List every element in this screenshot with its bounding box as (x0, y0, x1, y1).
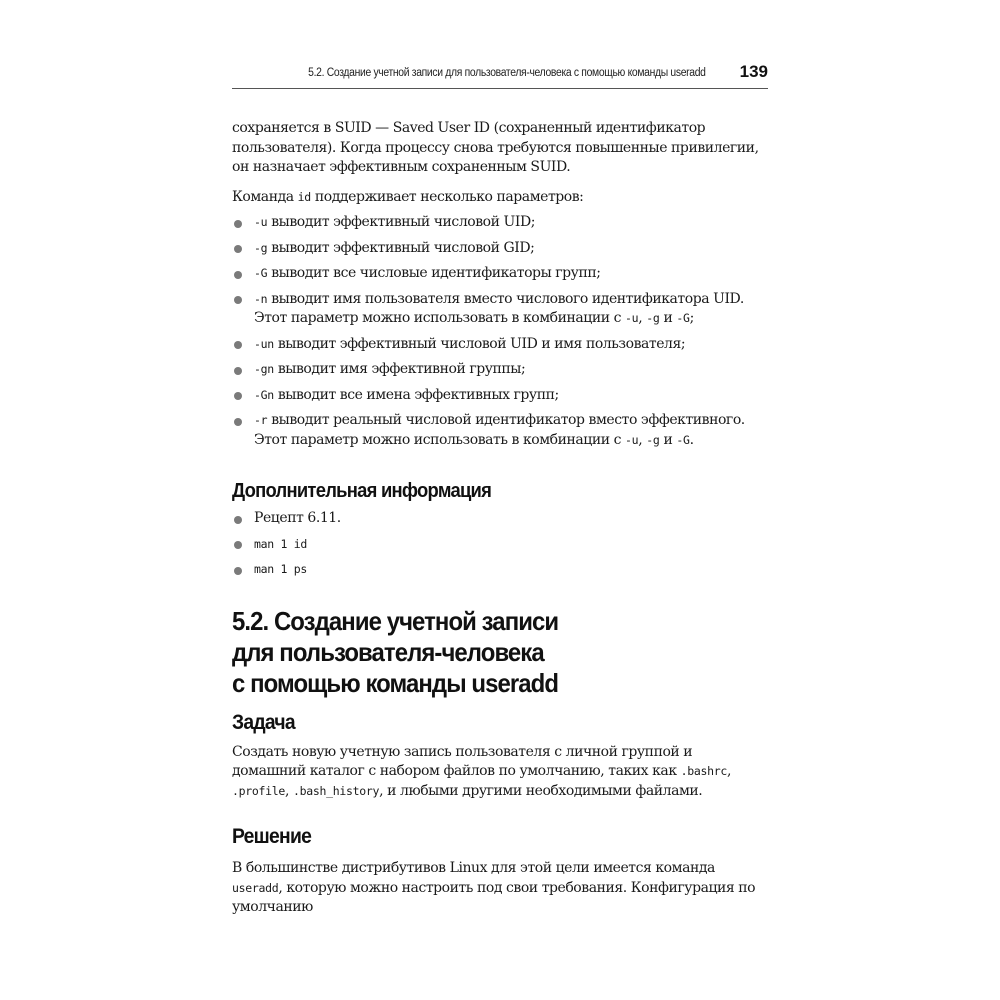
option-text: выводит имя пользователя вместо числового идентификатора UID. Этот параметр можно использовать в комбинации с (254, 290, 744, 326)
list-item (254, 335, 768, 355)
option-text: выводит реальный числовой идентификатор вместо эффективного. Этот параметр можно использовать в комбинации с (254, 412, 745, 448)
option-text: выводит эффективный числовой UID; (267, 214, 535, 230)
separator: , (285, 782, 294, 799)
page-number: 139 (739, 62, 768, 81)
options-intro-paragraph (232, 188, 768, 208)
running-header-title: 5.2. Создание учетной записи для пользователя-человека с помощью команды useradd (308, 67, 706, 79)
more-info-heading: Дополнительная информация (232, 480, 492, 502)
running-header (232, 60, 768, 89)
list-item (254, 360, 768, 380)
option-code: -g (254, 240, 268, 255)
separator: , (727, 763, 732, 779)
punctuation: ; (689, 310, 694, 326)
option-code: -un (254, 336, 274, 351)
option-code: -g (646, 311, 660, 325)
section-title-line: с помощью команды useradd (232, 667, 559, 698)
solution-text: В большинстве дистрибутивов Linux для этой цели имеется команда (232, 860, 715, 876)
option-code: -Gn (254, 387, 274, 402)
option-code: -g (646, 432, 660, 447)
option-text: выводит все имена эффективных групп; (273, 386, 559, 403)
list-item (254, 213, 768, 233)
inline-code-bash-history: .bash_history (293, 783, 380, 798)
solution-text: , которую можно настроить под свои требования. Конфигурация по умолчанию (232, 879, 756, 915)
separator: и (659, 431, 677, 448)
list-item (254, 411, 768, 450)
section-title-line: для пользователя-человека (232, 636, 544, 667)
book-page (232, 60, 768, 918)
options-intro-after: поддерживает несколько параметров: (310, 188, 584, 205)
option-text: выводит все числовые идентификаторы групп; (267, 265, 601, 281)
option-code: -n (254, 291, 268, 306)
list-item (254, 560, 768, 580)
option-code: -r (254, 413, 268, 427)
option-text: выводит имя эффективной группы; (273, 361, 526, 377)
section-title-line: 5.2. Создание учетной записи (232, 605, 559, 636)
options-list (232, 213, 768, 450)
task-text: Создать новую учетную запись пользователя с личной группой и домашний каталог с набором файлов по умолчанию, таких как (232, 743, 693, 779)
inline-code-profile: .profile (232, 783, 285, 798)
separator: , (638, 310, 647, 326)
task-heading: Задача (232, 710, 295, 734)
list-item (254, 239, 768, 259)
man-page-reference: man 1 ps (254, 562, 307, 576)
option-code: -u (625, 432, 639, 447)
inline-code-id: id (297, 189, 311, 204)
options-intro-before: Команда (232, 188, 298, 205)
solution-paragraph (232, 859, 768, 918)
option-text: выводит эффективный числовой GID; (267, 239, 535, 256)
task-paragraph (232, 743, 768, 802)
option-code: -u (625, 311, 639, 325)
list-item (254, 264, 768, 284)
intro-paragraph: сохраняется в SUID — Saved User ID (сохраненный идентификатор пользователя). Когда процессу снова требуются повышенные привилегии, он назначает эффективным сохраненным SUID. (232, 120, 759, 175)
separator: и (659, 310, 677, 326)
more-info-list (232, 509, 768, 580)
punctuation: . (689, 431, 694, 448)
option-code: -G (676, 432, 690, 447)
recipe-reference: Рецепт 6.11. (254, 510, 341, 526)
option-code: -G (254, 266, 268, 280)
inline-code-useradd: useradd (232, 880, 279, 895)
list-item (254, 386, 768, 406)
list-item (254, 290, 768, 329)
separator: , (638, 431, 647, 448)
task-text: , и любыми другими необходимыми файлами. (379, 782, 703, 799)
solution-heading: Решение (232, 825, 312, 848)
list-item (254, 535, 768, 555)
list-item (254, 509, 768, 529)
inline-code-bashrc: .bashrc (680, 764, 727, 778)
section-title (232, 606, 725, 699)
man-page-reference: man 1 id (254, 536, 307, 551)
option-code: -gn (254, 362, 274, 376)
option-code: -G (676, 311, 690, 325)
option-code: -u (254, 215, 268, 229)
option-text: выводит эффективный числовой UID и имя пользователя; (273, 335, 686, 352)
